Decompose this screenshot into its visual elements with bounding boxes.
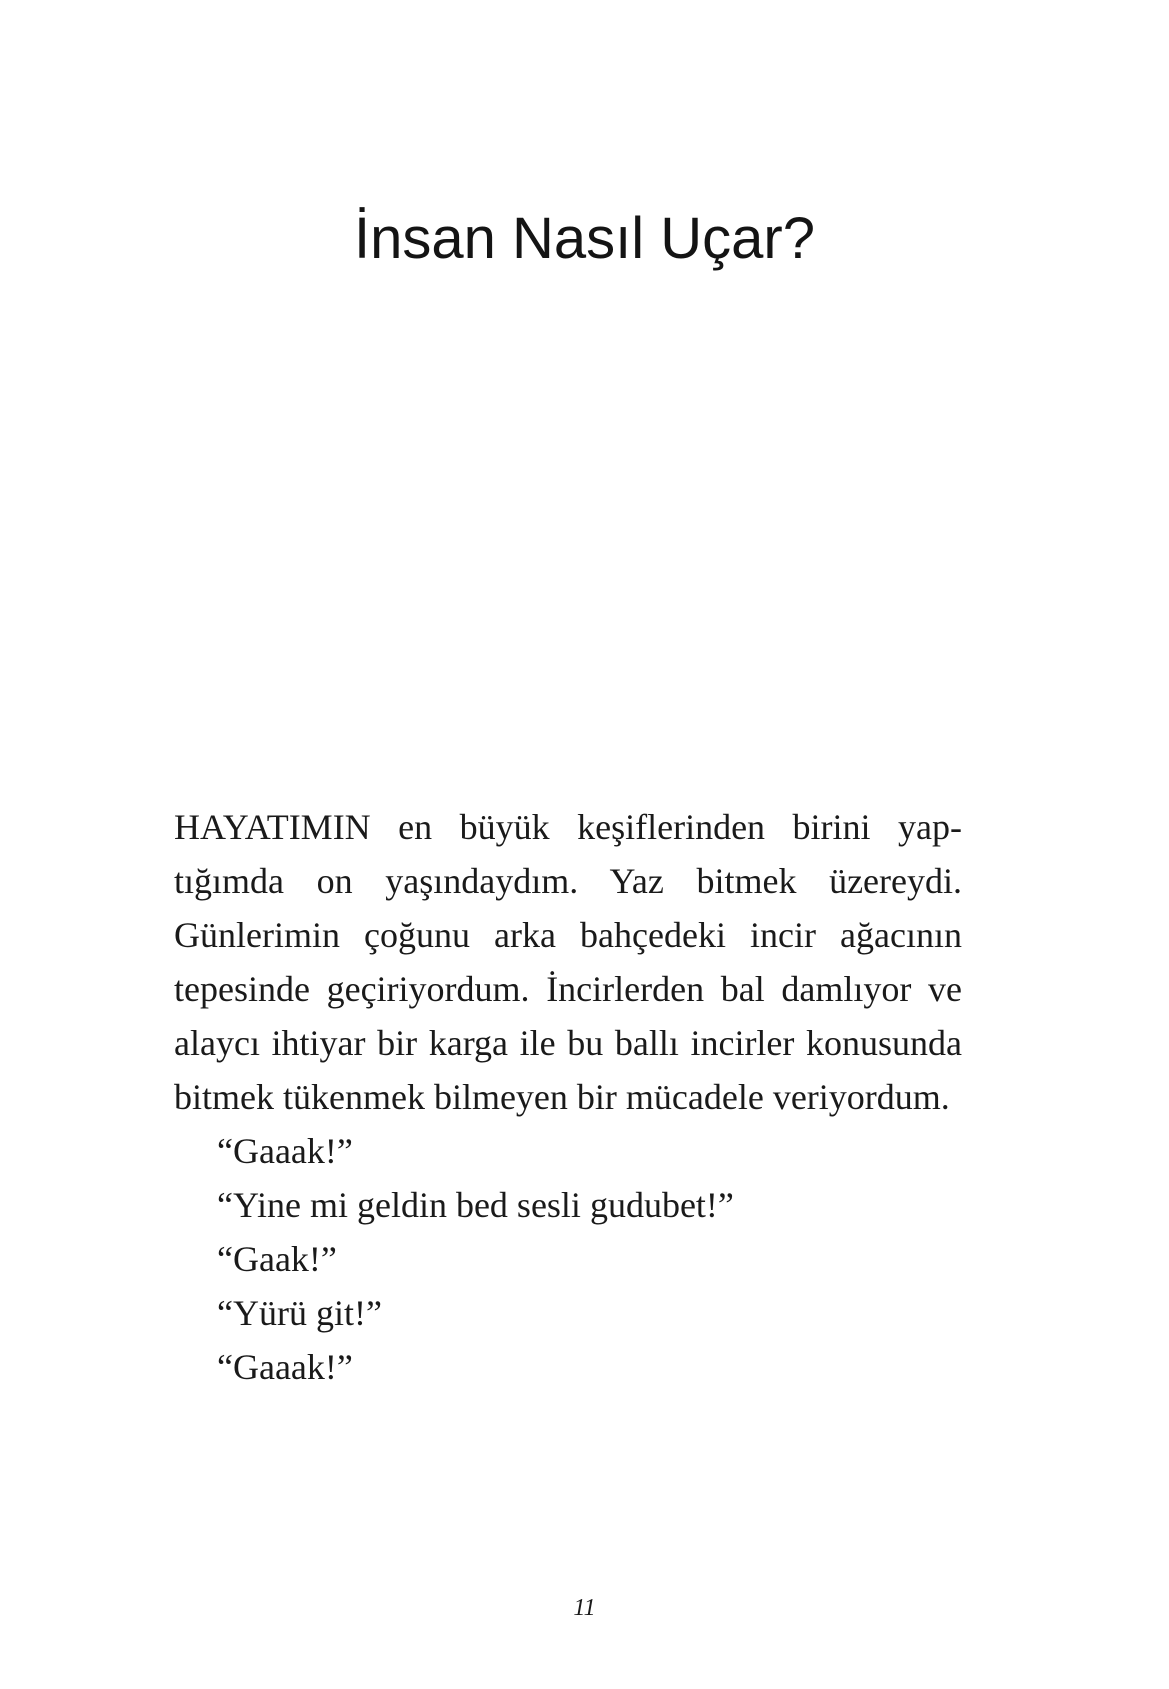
dialogue-line: “Gaak!” (217, 1239, 337, 1279)
dialogue-line: “Gaaak!” (217, 1347, 353, 1387)
dialogue-line: “Yürü git!” (217, 1293, 382, 1333)
page-number: 11 (573, 1595, 596, 1621)
chapter-title: İnsan Nasıl Uçar? (354, 206, 815, 271)
body-text (174, 800, 962, 1394)
dialogue-line: “Yine mi geldin bed sesli gudubet!” (217, 1185, 734, 1225)
opening-paragraph: HAYATIMIN en büyük keşiflerinden birini yaptığımda on yaşındaydım. Yaz bitmek üzereydi. Günlerimin çoğunu arka bahçedeki incir ağacının tepesinde geçiriyordum. İncirlerden bal damlıyor ve alaycı ihtiyar bir karga ile bu ballı incirler konusunda bitmek tükenmek bilmeyen bir mücadele veriyordum. (174, 807, 962, 1117)
dialogue-line: “Gaaak!” (217, 1131, 353, 1171)
